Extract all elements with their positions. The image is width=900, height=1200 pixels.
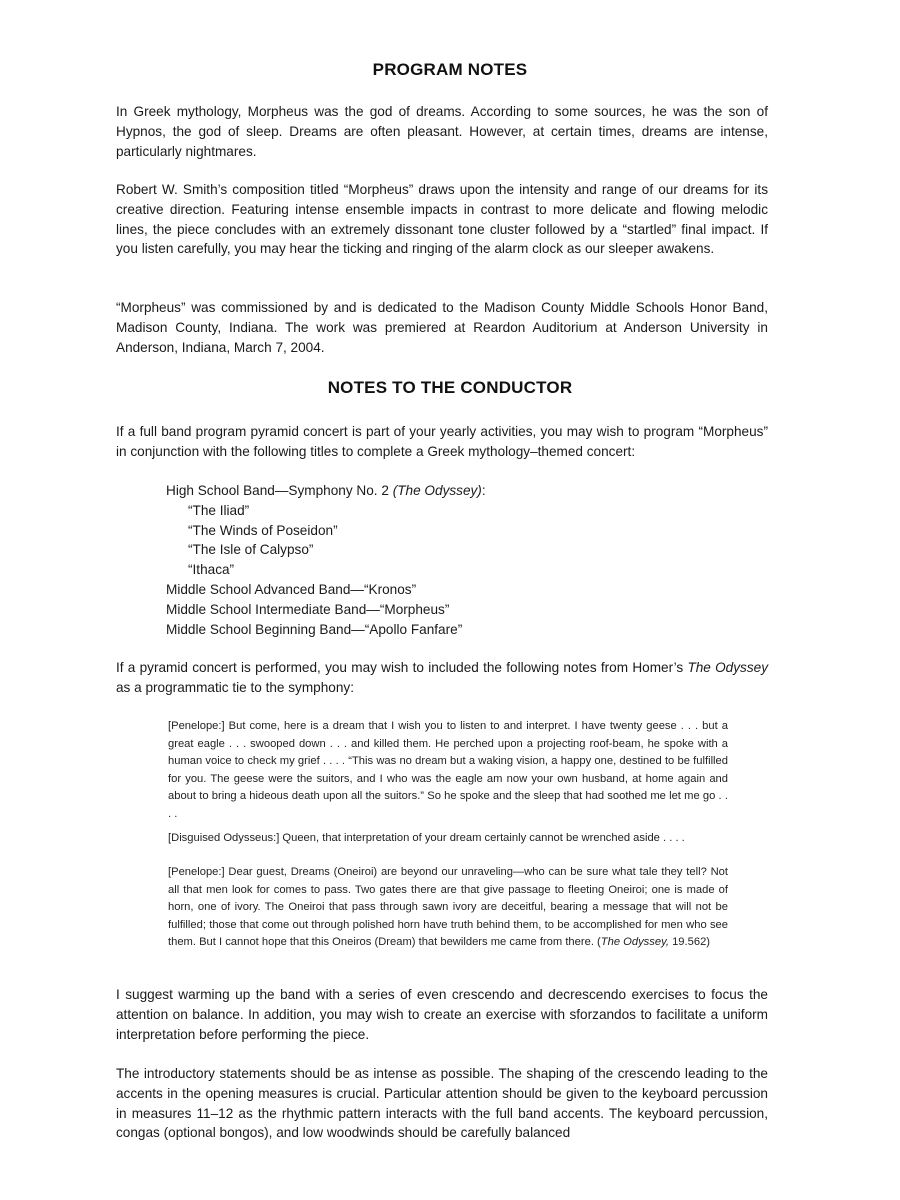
list-item-advanced-band: Middle School Advanced Band—“Kronos” — [166, 581, 417, 597]
program-notes-paragraph-1: In Greek mythology, Morpheus was the god of dreams. According to some sources, he was the son of Hypnos, the god of sleep. Dreams are often pleasant. However, at certain times, dreams are intense, particularly nightmares. — [116, 104, 768, 159]
conductor-notes-heading: NOTES TO THE CONDUCTOR — [327, 378, 573, 397]
odyssey-quote-1: [Penelope:] But come, here is a dream that I wish you to listen to and interpret. I have twenty geese . . . but a great eagle . . . swooped down . . . and killed them. He perched upon a projecting roof-beam, he spoke with a human voice to check my grief . . . . “This was no dream but a waking vision, a happy one, destined to be fulfilled for you. The geese were the suitors, and I who was the eagle am now your own husband, at home again and about to bring a hideous death upon all the suitors.” So he spoke and the sleep that had soothed me let me go . . . . — [168, 720, 728, 820]
list-item-high-school-band: High School Band—Symphony No. 2 (The Odyssey): — [166, 483, 486, 498]
list-item-movement: “The Winds of Poseidon” — [188, 522, 338, 538]
conductor-intro-paragraph: If a full band program pyramid concert is part of your yearly activities, you may wish to program “Morpheus” in conjunction with the following titles to complete a Greek mythology–themed concert: — [116, 424, 768, 459]
warmup-paragraph: I suggest warming up the band with a series of even crescendo and decrescendo exercises to focus the attention on balance. In addition, you may wish to create an exercise with sforzandos to facilitate a uniform interpretation before performing the piece. — [116, 987, 768, 1042]
concert-program-list — [166, 481, 486, 639]
odyssey-quote-2: [Disguised Odysseus:] Queen, that interpretation of your dream certainly cannot be wrenched aside . . . . — [168, 832, 685, 844]
list-item-beginning-band: Middle School Beginning Band—“Apollo Fanfare” — [166, 621, 463, 637]
program-notes-paragraph-3: “Morpheus” was commissioned by and is dedicated to the Madison County Middle Schools Honor Band, Madison County, Indiana. The work was premiered at Reardon Auditorium at Anderson University in Anderson, Indiana, March 7, 2004. — [116, 300, 768, 355]
program-notes-paragraph-2: Robert W. Smith’s composition titled “Morpheus” draws upon the intensity and range of our dreams for its creative direction. Featuring intense ensemble impacts in contrast to more delicate and flowing melodic lines, the piece concludes with an extremely dissonant tone cluster followed by a “startled” final impact. If you listen carefully, you may hear the ticking and ringing of the alarm clock as our sleeper awakens. — [116, 182, 768, 257]
list-item-movement: “The Iliad” — [188, 502, 250, 518]
program-notes-heading: PROGRAM NOTES — [372, 60, 528, 79]
list-item-movement: “The Isle of Calypso” — [188, 542, 314, 558]
list-item-intermediate-band: Middle School Intermediate Band—“Morpheus” — [166, 601, 450, 617]
introductory-statements-paragraph: The introductory statements should be as intense as possible. The shaping of the crescendo leading to the accents in the opening measures is crucial. Particular attention should be given to the keyboard percussion in measures 11–12 as the rhythmic pattern interacts with the full band accents. The keyboard percussion, congas (optional bongos), and low woodwinds should be carefully balanced — [116, 1066, 768, 1141]
odyssey-quote-3: [Penelope:] Dear guest, Dreams (Oneiroi) are beyond our unraveling—who can be sure what tale they tell? Not all that men look for comes to pass. Two gates there are that give passage to fleeting Oneiroi; one is made of horn, one of ivory. The Oneiroi that pass through sawn ivory are deceitful, bearing a message that will not be fulfilled; those that come out through polished horn have truth behind them, to be accomplished for men who see them. But I cannot hope that this Oneiros (Dream) that bewilders me came from there. (The Odyssey, 19.562) — [168, 866, 728, 949]
list-item-movement: “Ithaca” — [188, 562, 235, 578]
pyramid-concert-paragraph: If a pyramid concert is performed, you may wish to included the following notes from Homer’s The Odyssey as a programmatic tie to the symphony: — [116, 660, 768, 695]
